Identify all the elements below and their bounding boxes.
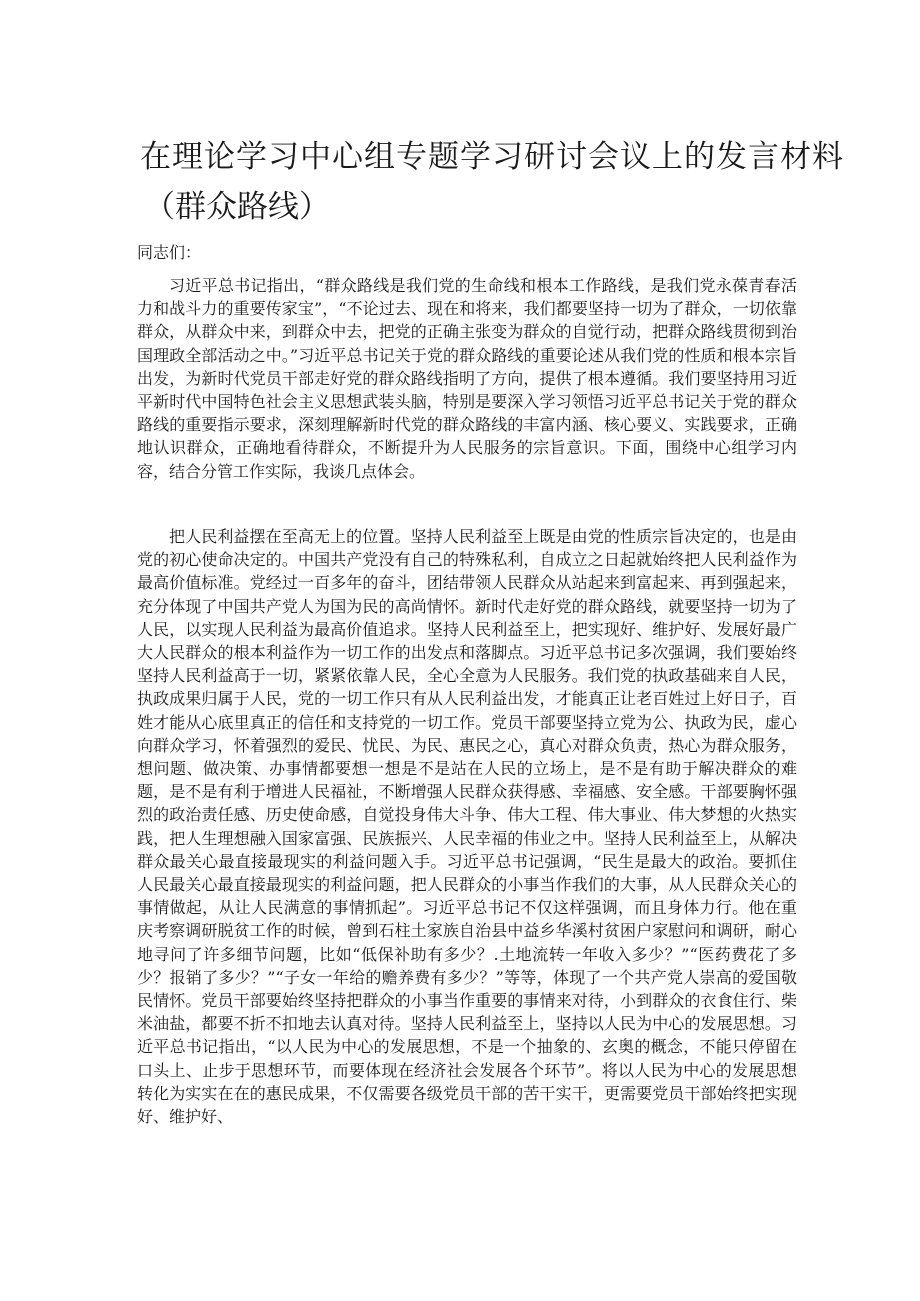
body-paragraph: 习近平总书记指出，“群众路线是我们党的生命线和根本工作路线，是我们党永葆青春活力和战斗力的重要传家宝”，“不论过去、现在和将来，我们都要坚持一切为了群众，一切依靠群众，从群众中来，到群众中去，把党的正确主张变为群众的自觉行动，把群众路线贯彻到治国理政全部活动之中。”习近平总书记关于党的群众路线的重要论述从我们党的性质和根本宗旨出发，为新时代党员干部走好党的群众路线指明了方向，提供了根本遵循。我们要坚持用习近平新时代中国特色社会主义思想武装头脑，特别是要深入学习领悟习近平总书记关于党的群众路线的重要指示要求，深刻理解新时代党的群众路线的丰富内涵、核心要义、实践要求，正确地认识群众，正确地看待群众，不断提升为人民服务的宗旨意识。下面，围绕中心组学习内容，结合分管工作实际，我谈几点体会。 [137,276,797,481]
document-title: 在理论学习中心组专题学习研讨会议上的发言材料 [140,139,844,175]
document-subtitle: （群众路线） [144,189,330,225]
body-paragraph: 把人民利益摆在至高无上的位置。坚持人民利益至上既是由党的性质宗旨决定的，也是由党的初心使命决定的。中国共产党没有自己的特殊私利，自成立之日起就始终把人民利益作为最高价值标准。党经过一百多年的奋斗，团结带领人民群众从站起来到富起来、再到强起来，充分体现了中国共产党人为国为民的高尚情怀。新时代走好党的群众路线，就要坚持一切为了人民，以实现人民利益为最高价值追求。坚持人民利益至上，把实现好、维护好、发展好最广大人民群众的根本利益作为一切工作的出发点和落脚点。习近平总书记多次强调，我们要始终坚持人民利益高于一切，紧紧依靠人民，全心全意为人民服务。我们党的执政基础来自人民，执政成果归属于人民，党的一切工作只有从人民利益出发，才能真正让老百姓过上好日子，百姓才能从心底里真正的信任和支持党的一切工作。党员干部要坚持立党为公、执政为民，虚心向群众学习，怀着强烈的爱民、忧民、为民、惠民之心，真心对群众负责，热心为群众服务，想问题、做决策、办事情都要想一想是不是站在人民的立场上，是不是有助于解决群众的难题，是不是有利于增进人民福祉，不断增强人民群众获得感、幸福感、安全感。干部要胸怀强烈的政治责任感、历史使命感，自觉投身伟大斗争、伟大工程、伟大事业、伟大梦想的火热实践，把人生理想融入国家富强、民族振兴、人民幸福的伟业之中。坚持人民利益至上，从解决群众最关心最直接最现实的利益问题入手。习近平总书记强调，“民生是最大的政治。要抓住人民最关心最直接最现实的利益问题，把人民群众的小事当作我们的大事，从人民群众关心的事情做起，从让人民满意的事情抓起”。习近平总书记不仅这样强调，而且身体力行。他在重庆考察调研脱贫工作的时候，曾到石柱土家族自治县中益乡华溪村贫困户家慰问和调研，耐心地寻问了许多细节问题，比如“低保补助有多少？.土地流转一年收入多少？”“医药费花了多少？报销了多少？”“子女一年给的赡养费有多少？”等等，体现了一个共产党人崇高的爱国敬民情怀。党员干部要始终坚持把群众的小事当作重要的事情来对待，小到群众的衣食住行、柴米油盐，都要不折不扣地去认真对待。坚持人民利益至上，坚持以人民为中心的发展思想。习近平总书记指出，“以人民为中心的发展思想，不是一个抽象的、玄奥的概念，不能只停留在口头上、止步于思想环节，而要体现在经济社会发展各个环节”。将以人民为中心的发展思想转化为实实在在的惠民成果，不仅需要各级党员干部的苦干实干，更需要党员干部始终把实现好、维护好、 [137,527,797,1127]
salutation: 同志们： [137,243,202,262]
